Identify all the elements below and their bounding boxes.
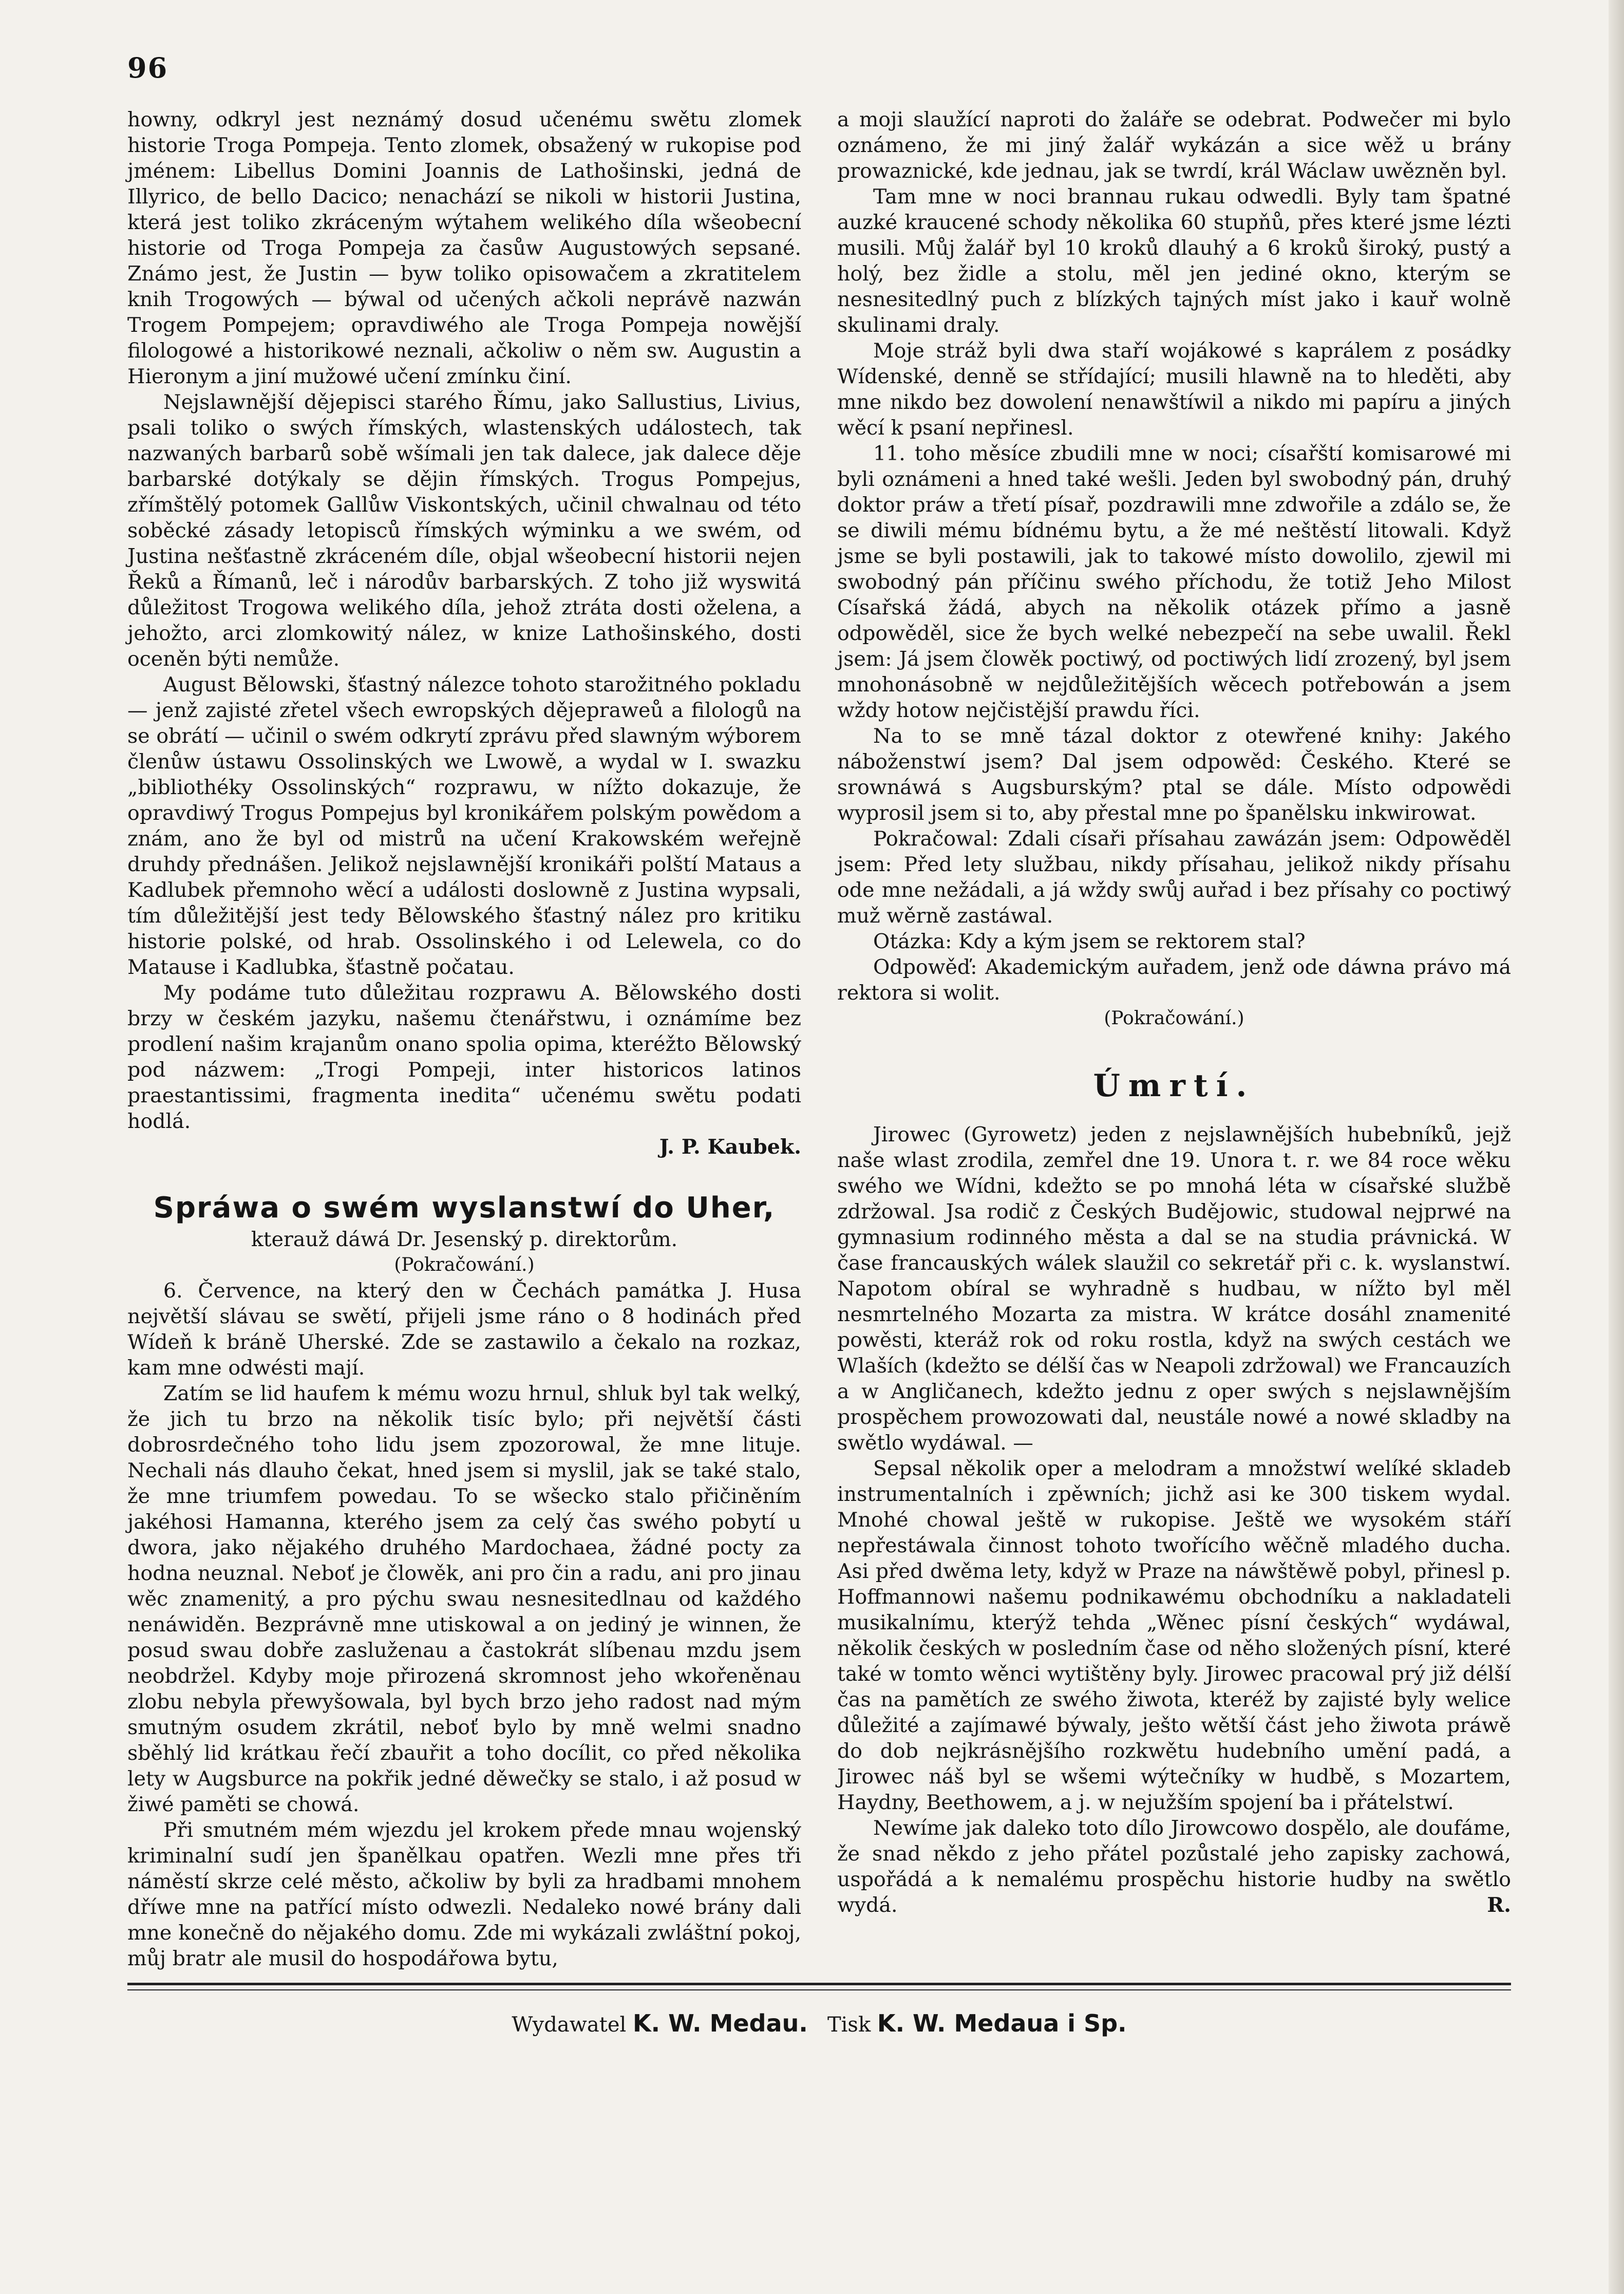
printer-label: Tisk	[827, 2013, 871, 2037]
article-title: Spráwa o swém wyslanstwí do Uher,	[153, 1191, 776, 1225]
right-paragraph-9: Jirowec (Gyrowetz) jeden z nejslawnějších hubebníků, jejž naše wlast zrodila, zemřel dne 19. Unora t. r. we 84 roce wěku swého we Wídni, kdežto se po mnohá léta w císařské službě zdržowal. Jsa rodič z Českých Budějowic, studowal nejprwé na gymnasium rodinného města a dal se na studia právnická. W čase francauských wálek slaužil co sekretář při c. k. wyslanstwí. Napotom obíral se wyhradně s hudbau, w nížto byl měl nesmrtelného Mozarta za mistra. W krátce dosáhl znamenité powěsti, kteráž rok od roku rostla, když na swých cestách we Wlaších (kdežto se délší čas w Neapoli zdržowal) we Francauzích a w Angličanech, kdežto jednu z oper swých s nejslawnějším prospěchem prowozowati dal, neustále nowé a nowé skladby na swětlo wydáwal. —	[837, 1123, 1511, 1455]
right-paragraph-7: Otázka: Kdy a kým jsem se rektorem stal?	[873, 930, 1306, 953]
publisher-label: Wydawatel	[512, 2013, 627, 2037]
right-paragraph-11-text: Newíme jak daleko toto dílo Jirowcowo dospělo, ale doufáme, že snad někdo z jeho přátel pozůstalé jeho zapisky zachowá, uspořádá a k nemalému prospěchu historie hudby na swětlo wydá.	[837, 1816, 1511, 1917]
right-paragraph-6: Pokračowal: Zdali císaři přísahau zawázán jsem: Odpowěděl jsem: Před lety službau, nikdy přísahau, jelikož nikdy přísahu ode mne nežádali, a já wždy swůj auřad i bez přísahy co poctiwý muž wěrně zastáwal.	[837, 827, 1511, 928]
right-paragraph-8: Odpowěď: Akademickým auřadem, jenž ode dáwna právo má rektora si wolit.	[837, 955, 1511, 1005]
right-column	[837, 107, 1511, 1918]
imprint-footer	[127, 2009, 1511, 2037]
publisher-name: K. W. Medau.	[633, 2009, 808, 2037]
right-paragraph-1: a moji slaužící naproti do žaláře se odebrat. Podwečer mi bylo oznámeno, že mi jiný žalář wykázán a sice wěž u brány prowaznické, kde jednau, jak se twrdí, král Wáclaw uwězněn byl.	[837, 108, 1511, 183]
scan-edge	[1609, 0, 1624, 2294]
signature-r: R.	[1487, 1893, 1511, 1917]
footer-rule	[127, 1983, 1511, 1985]
left-paragraph-1: howny, odkryl jest neznámý dosud učenému swětu zlomek historie Troga Pompeja. Tento zlomek, obsažený w rukopise pod jménem: Libellus Domini Joannis de Lathošinski, jedná de Illyrico, de bello Dacico; nenachází se nikoli w historii Justina, která jest toliko zkráceným wýtahem welikého díla wšeobecní historie od Troga Pompeja za časůw Augustowých sepsané. Známo jest, že Justin — byw toliko opisowačem a zkratitelem knih Trogowých — býwal od učených ačkoli neprávě nazwán Trogem Pompejem; opravdiwého ale Troga Pompeja nowější filologowé a historikowé neznali, ačkoliw o něm sw. Augustin a Hieronym a jiní mužowé učení zmínku činí.	[127, 108, 801, 388]
continued-note-left: (Pokračowání.)	[394, 1254, 535, 1275]
right-paragraph-3: Moje stráž byli dwa staří wojákowé s kaprálem z posádky Wídenské, denně se střídající; musili hlawně na to hleděti, aby mne nikdo bez dowolení nenawštíwil a nikdo mi papíru a jiných wěcí k psaní nepřinesl.	[837, 339, 1511, 440]
left-paragraph-6: Zatím se lid haufem k mému wozu hrnul, shluk byl tak welký, že jich tu brzo na několik tisíc bylo; při největší části dobrosrdečného toho lidu jsem zpozorowal, že mne lituje. Nechali nás dlauho čekat, hned jsem si myslil, jak se také stalo, že mne triumfem powedau. To se wšecko stalo přičiněním jakéhosi Hamanna, kterého jsem za celý čas swého pobytí u dwora, jako nějakého druhého Mardochaea, žádné pocty za hodna neuznal. Neboť je člowěk, ani pro čin a radu, ani pro jinau wěc znamenitý, a pro pýchu swau nesnesitedlnau od každého nenáwiděn. Bezprávně mne utiskowal a on jediný je winnen, že posud swau dobře zasluženau a častokrát slíbenau mzdu jsem neobdržel. Kdyby moje přirozená skromnost jeho wkořeněnau zlobu nebyla přewyšowala, byl bych brzo jeho radost nad mým smutným osudem zkrátil, neboť bylo by mně welmi snadno sběhlý lid krátkau řečí zbauřit a toho docílit, co před několika lety w Augsburce na pokřik jedné děwečky se stalo, i až posud w žiwé paměti se chowá.	[127, 1382, 801, 1816]
right-paragraph-4: 11. toho měsíce zbudili mne w noci; císařští komisarowé mi byli oznámeni a hned také wešli. Jeden byl swobodný pán, druhý doktor práw a třetí písař, pozdrawili mne zdwořile a zdálo se, že se diwili mému bídnému bytu, a že mé neštěstí litowali. Když jsme se byli postawili, jak to takowé místo dowolilo, zjewil mi swobodný pán příčinu swého příchodu, že totiž Jeho Milost Císařská žádá, abych na několik otázek přímo a jasně odpowěděl, sice že bych welké nebezpečí na sebe uwalil. Řekl jsem: Já jsem člowěk poctiwý, od poctiwých lidí zrozený, byl jsem mnohonásobně w nejdůležitějších wěcech potřebowán a jsem wždy hotow nejčistější prawdu říci.	[837, 442, 1511, 722]
page-number: 96	[127, 51, 168, 84]
printer-name: K. W. Medaua i Sp.	[877, 2009, 1127, 2037]
article-subtitle: kterauž dáwá Dr. Jesenský p. direktorům.	[251, 1228, 678, 1251]
right-paragraph-2: Tam mne w noci brannau rukau odwedli. Byly tam špatné auzké kraucené schody několika 60 stupňů, přes které jsme lézti musili. Můj žalář byl 10 kroků dlauhý a 6 kroků široký, pustý a holý, bez židle a stolu, měl jen jediné okno, kterým se nesnesitedlný puch z blízkých tajných míst jako i kauř wolně skulinami draly.	[837, 185, 1511, 337]
left-paragraph-3: August Bělowski, šťastný nálezce tohoto starožitného pokladu — jenž zajisté zřetel všech ewropských dějepraweů a filologů na se obrátí — učinil o swém odkrytí zprávu před slawným wýborem členůw ústawu Ossolinských we Lwowě, a wydal w I. swazku „bibliothéky Ossolinských“ rozprawu, w nížto dokazuje, že opravdiwý Trogus Pompejus byl kronikářem polským powědom a znám, ano že byl od mistrů na učení Krakowském weřejně druhdy přednášen. Jelikož nejslawnější kronikáři polští Mataus a Kadlubek přemnoho wěcí a události doslowně z Justina wypsali, tím důležitější jest tedy Bělowského šťastný nález pro kritiku historie polské, od hrab. Ossolinského i od Lelewela, co do Matause i Kadlubka, šťastně počatau.	[127, 673, 801, 979]
signature-kaubek: J. P. Kaubek.	[659, 1135, 801, 1159]
right-paragraph-10: Sepsal několik oper a melodram a množstwí welíké skladeb instrumentalních i zpěwních; jichž asi ke 300 tiskem wydal. Mnohé chowal ještě w rukopise. Ještě we wysokém stáří nepřestáwala činnost tohoto twořícího wěčně mladého ducha. Asi před dwěma lety, když w Praze na náwštěwě pobyl, přinesl p. Hoffmannowi našemu podnikawému obchodníku a nakladateli musikalnímu, kterýž tehda „Wěnec písní českých“ wydáwal, několik českých w posledním čase od něho složených písní, které také w tomto wěnci wytištěny byly. Jirowec pracowal prý již délší čas na pamětích ze swého žiwota, kteréž by zajisté byly welice důležité a zajímawé býwaly, ješto wětší část jeho žiwota práwě do dob nejkrásnějšího rozkwětu hudebního umění padá, a Jirowec náš byl se wšemi wýtečníky w hudbě, s Mozartem, Haydny, Beethowem, a j. w nejužším spojení ba i přátelstwí.	[837, 1457, 1511, 1814]
section-title-umrti: Úmrtí.	[1093, 1068, 1255, 1104]
continued-note-right: (Pokračowání.)	[1104, 1008, 1244, 1029]
right-paragraph-11	[837, 1815, 1511, 1918]
left-paragraph-5: 6. Července, na který den w Čechách památka J. Husa největší slávau se swětí, přijeli jsme ráno o 8 hodinách před Wídeň k bráně Uherské. Zde se zastawilo a čekalo na rozkaz, kam mne odwésti mají.	[127, 1279, 801, 1380]
left-paragraph-2: Nejslawnější dějepisci starého Římu, jako Sallustius, Livius, psali toliko o swých římských, wlastenských událostech, tak nazwaných barbarů sobě wšímali jen tak dalece, jak dalece děje barbarské dotýkaly se dějin římských. Trogus Pompejus, zřímštělý potomek Gallůw Viskontských, učinil chwalnau od této soběcké zásady letopisců římských wýminku a we swém, od Justina nešťastně zkráceném díle, objal wšeobecní historii nejen Řeků a Římanů, leč i národův barbarských. Z toho již wyswitá důležitost Trogowa welikého díla, jehož ztráta dosti oželena, a jehožto, arci zlomkowitý nález, w knize Lathošinského, dosti oceněn býti nemůže.	[127, 390, 801, 671]
right-paragraph-5: Na to se mně tázal doktor z otewřené knihy: Jakého náboženstwí jsem? Dal jsem odpowěd: Českého. Které se srownáwá s Augsburským? ptal se dále. Místo odpowědi wyprosil jsem si to, aby přestal mne po španělsku inkwirowat.	[837, 724, 1511, 825]
left-paragraph-4: My podáme tuto důležitau rozprawu A. Bělowského dosti brzy w českém jazyku, našemu čtenářstwu, i oznámíme bez prodlení našim krajanům onano spolia opima, kteréžto Bělowský pod názwem: „Trogi Pompeji, inter historicos latinos praestantissimi, fragmenta inedita“ učenému swětu podati hodlá.	[127, 981, 801, 1133]
left-column	[127, 107, 801, 1971]
left-paragraph-7: Při smutném mém wjezdu jel krokem přede mnau wojenský kriminalní sudí jen španělkau opatřen. Wezli mne přes tři náměstí skrze celé město, ačkoliw by byli za hradbami mnohem dříwe mne na patřící místo odwezli. Nedaleko nowé brány dali mne konečně do nějakého domu. Zde mi wykázali zwláštní pokoj, můj bratr ale musil do hospodářowa bytu,	[127, 1818, 801, 1970]
